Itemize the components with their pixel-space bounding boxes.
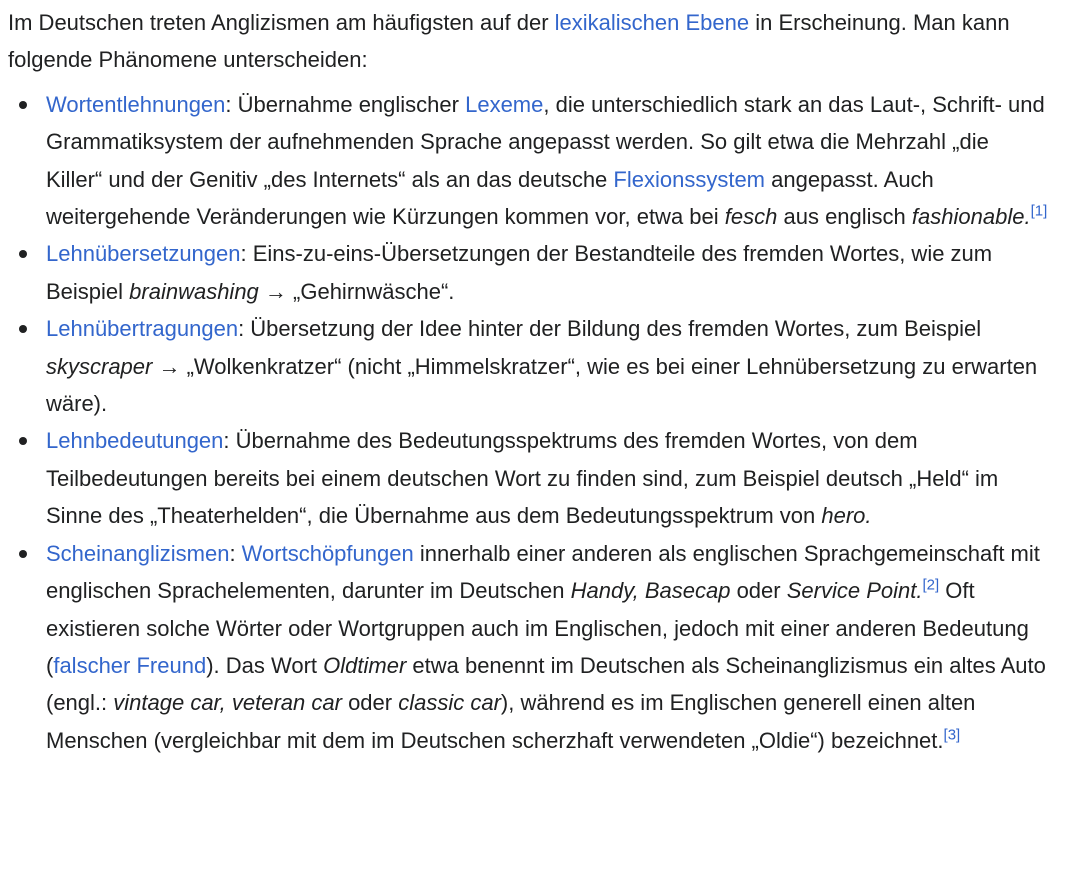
item-text: : Übernahme des Bedeutungsspektrums des fremden Wortes, von dem Teilbedeutungen bereits bei einem deutschen Wort zu finden sind, zum Beispiel deutsch „Held“ im Sinne des „Theaterhelden“, die Übernahme aus dem Bedeutungsspektrum von (46, 428, 999, 529)
reference-2[interactable]: [2] (922, 576, 940, 594)
link-lehnuebersetzungen[interactable]: Lehnübersetzungen (46, 241, 241, 267)
item-text: oder (730, 578, 787, 604)
link-lehnuebertragungen[interactable]: Lehnübertragungen (46, 316, 239, 342)
link-wortschoepfungen[interactable]: Wortschöpfungen (241, 540, 414, 566)
reference-3[interactable]: [3] (943, 726, 961, 744)
list-item-scheinanglizismen (46, 535, 1050, 759)
term-fesch: fesch (724, 204, 778, 230)
intro-text: Im Deutschen treten Anglizismen am häufigsten auf der (8, 10, 555, 35)
item-text: : Übersetzung der Idee hinter der Bildung des fremden Wortes, zum Beispiel (238, 316, 982, 342)
list-item-wortentlehnungen (46, 86, 1050, 236)
term-fashionable: fashionable. (911, 204, 1031, 230)
term-skyscraper: skyscraper (46, 353, 153, 379)
item-text: : Eins-zu-eins-Übersetzungen der Bestandteile des fremden Wortes, wie zum Beispiel (46, 241, 993, 304)
link-lexeme[interactable]: Lexeme (465, 91, 544, 117)
item-text: oder (341, 690, 399, 716)
link-lehnbedeutungen[interactable]: Lehnbedeutungen (46, 428, 224, 454)
link-flexionssystem[interactable]: Flexionssystem (613, 166, 765, 192)
link-lexikalische-ebene[interactable]: lexikalischen Ebene (554, 10, 750, 35)
intro-paragraph (8, 4, 1050, 79)
list-item-lehnuebertragungen (46, 310, 1050, 422)
list-item-lehnbedeutungen (46, 422, 1050, 534)
item-text: → „Gehirnwäsche“. (258, 278, 455, 304)
list-item-lehnuebersetzungen (46, 235, 1050, 310)
term-service-point: Service Point. (786, 578, 923, 604)
item-text: , die unterschiedlich stark an das Laut-, Schrift- und Grammatiksystem der aufnehmenden Sprache angepasst werden. So gilt etwa die Mehrzahl „die Killer“ und der Genitiv „des Internets“ als an das deutsche (46, 91, 1045, 192)
item-text: ), während es im Englischen generell einen alten Menschen (vergleichbar mit dem im Deutschen scherzhaft verwendeten „Oldie“) bezeichnet. (46, 690, 976, 753)
term-brainwashing: brainwashing (129, 278, 259, 304)
term-handy-basecap: Handy, Basecap (570, 578, 731, 604)
link-scheinanglizismen[interactable]: Scheinanglizismen (46, 540, 230, 566)
item-text: etwa benennt im Deutschen als Scheinanglizismus ein altes Auto (engl.: (46, 652, 1046, 716)
link-falscher-freund[interactable]: falscher Freund (53, 652, 207, 678)
term-oldtimer: Oldtimer (323, 652, 407, 678)
reference-1[interactable]: [1] (1030, 202, 1048, 220)
term-vintage-veteran-car: vintage car, veteran car (113, 690, 342, 716)
item-text: → „Wolkenkratzer“ (nicht „Himmelskratzer“, wie es bei einer Lehnübersetzung zu erwarten wäre). (46, 353, 1038, 417)
item-text: aus englisch (777, 204, 912, 230)
item-text: innerhalb einer anderen als englischen Sprachgemeinschaft mit englischen Sprachelementen, darunter im Deutschen (46, 540, 1040, 604)
term-hero: hero. (821, 503, 872, 529)
item-text: : Übernahme englischer (225, 91, 466, 117)
item-text: ). Das Wort (206, 652, 324, 678)
phenomena-list (8, 86, 1050, 759)
item-text: Oft existieren solche Wörter oder Wortgruppen auch im Englischen, jedoch mit einer anderen Bedeutung ( (46, 578, 1029, 678)
item-text: : (229, 540, 242, 566)
term-classic-car: classic car (398, 690, 501, 716)
intro-text: in Erscheinung. Man kann folgende Phänomene unterscheiden: (8, 10, 1010, 73)
link-wortentlehnungen[interactable]: Wortentlehnungen (46, 91, 226, 117)
item-text: angepasst. Auch weitergehende Veränderungen wie Kürzungen kommen vor, etwa bei (46, 166, 934, 230)
